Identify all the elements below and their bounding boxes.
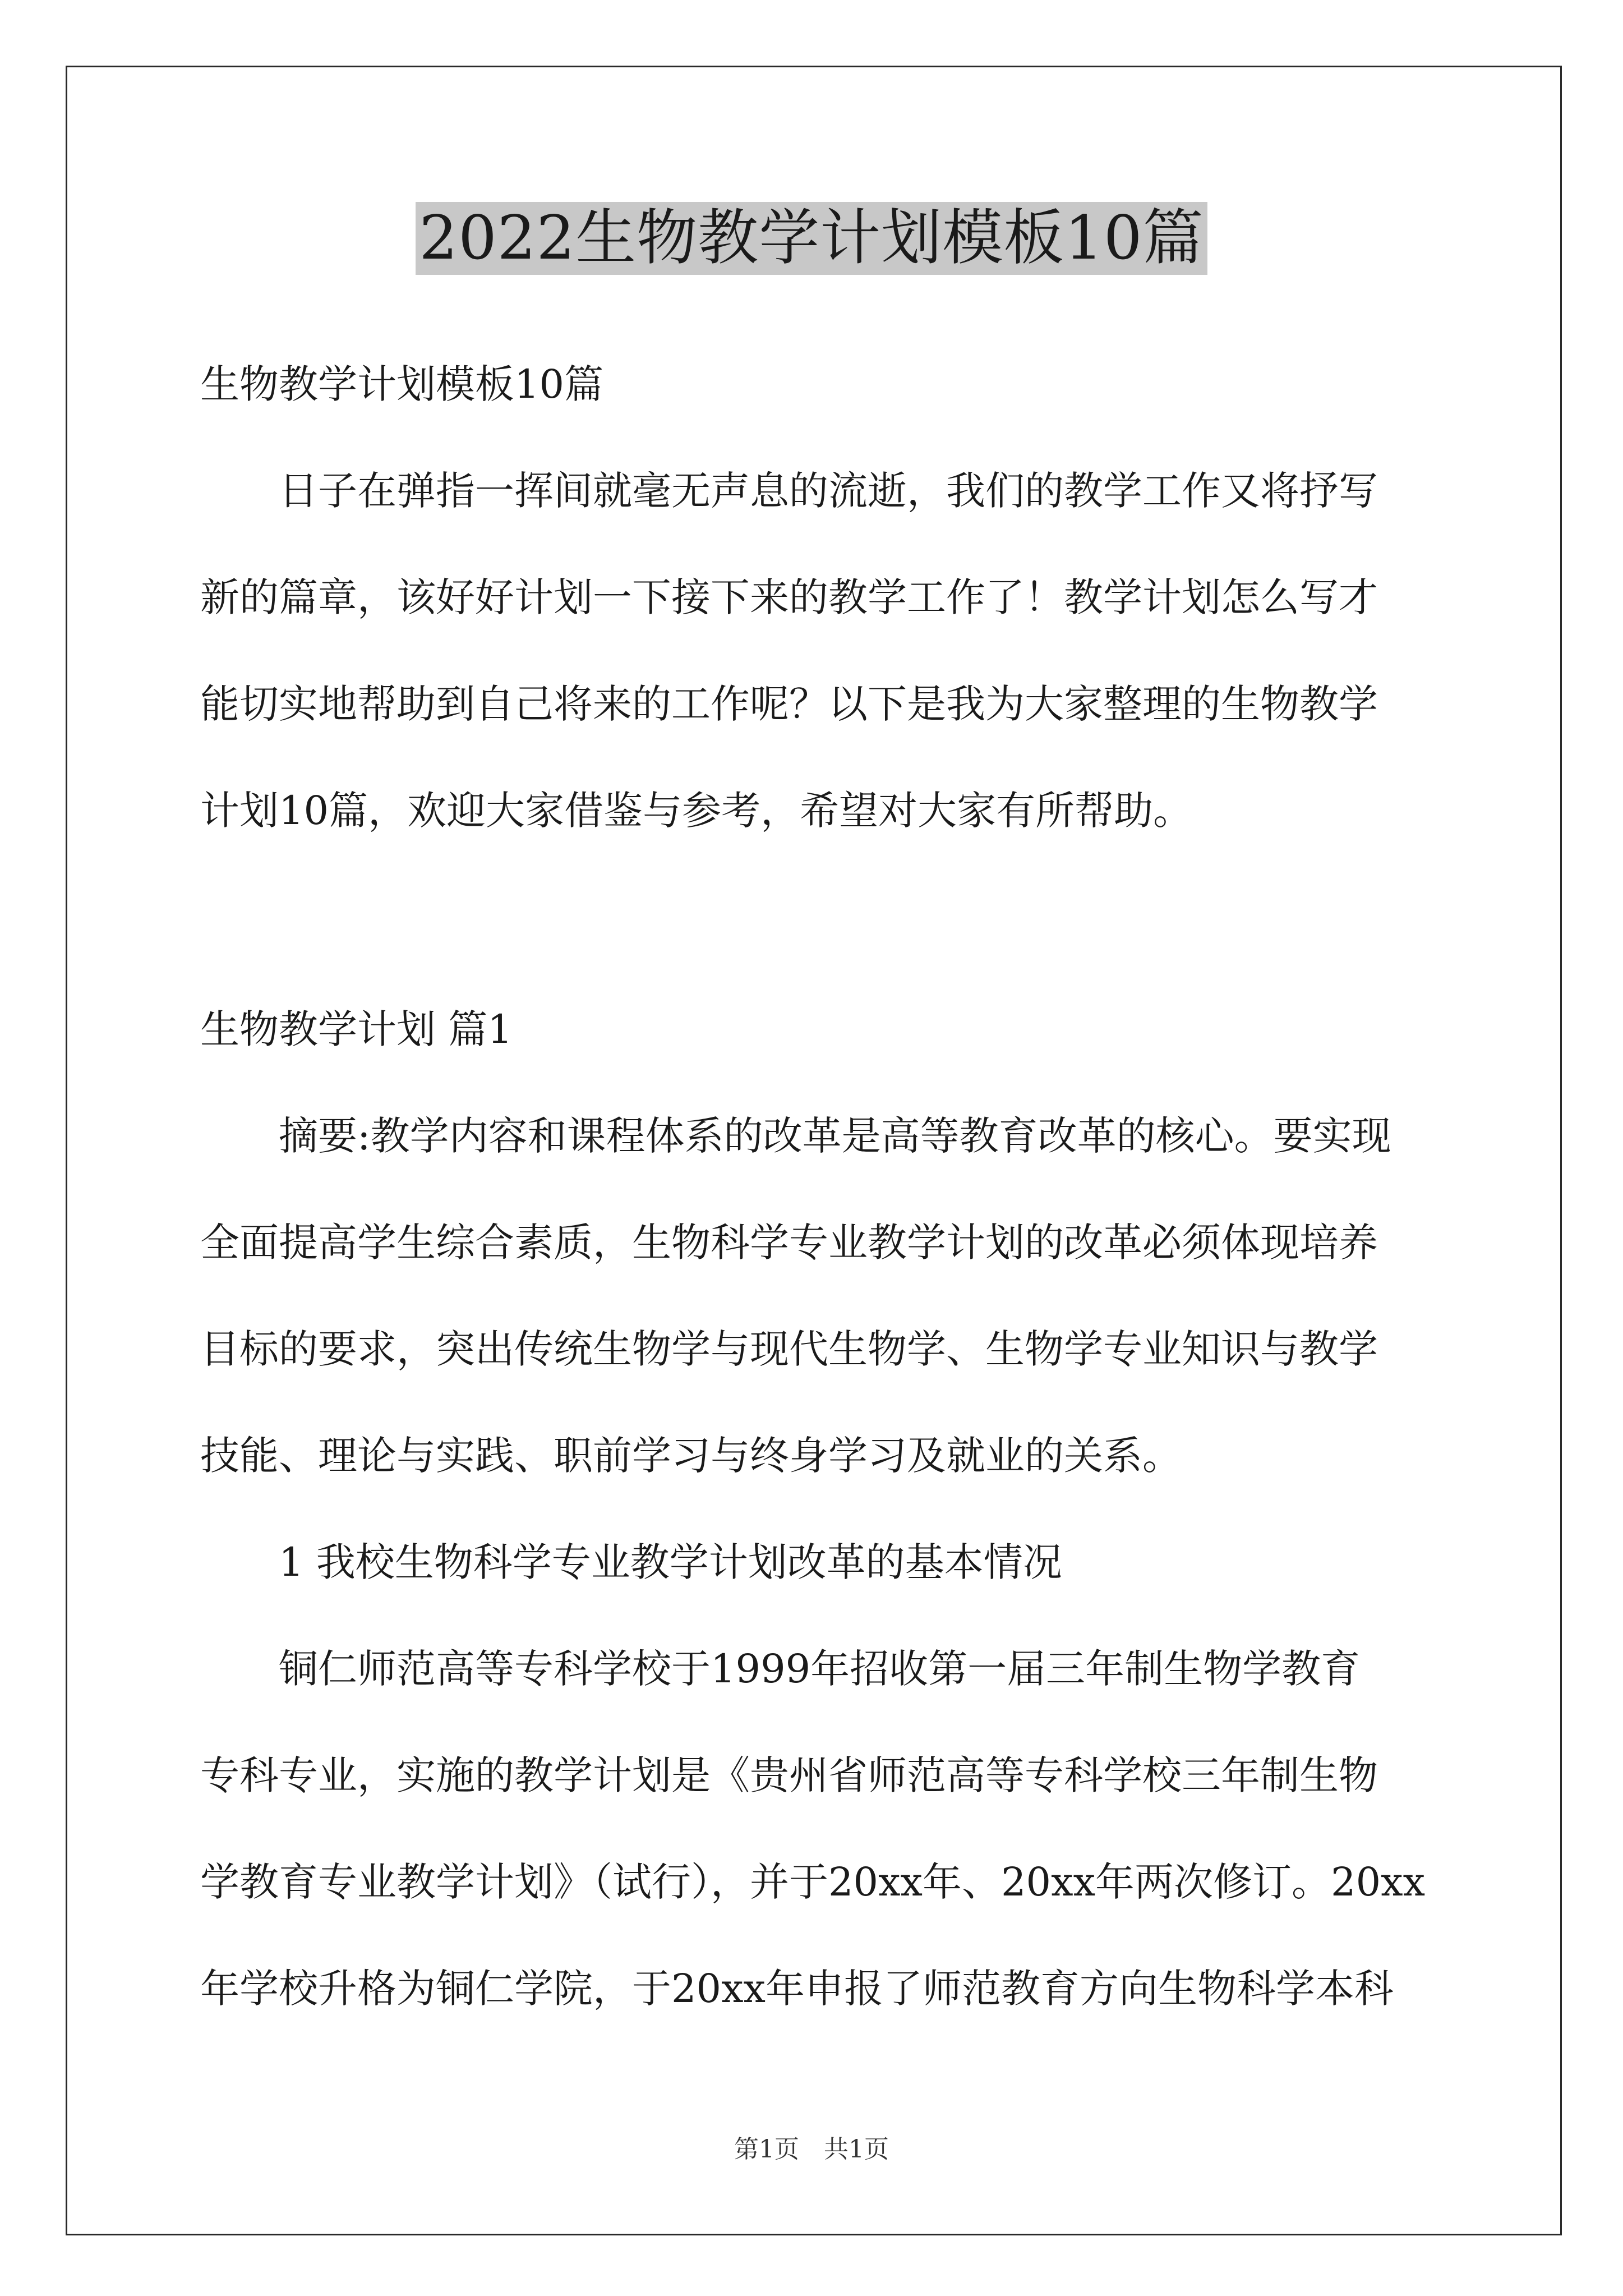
document-title: 2022生物教学计划模板10篇: [416, 202, 1207, 275]
section-heading: 生物教学计划 篇1: [200, 1006, 513, 1052]
paragraph-line: 技能、理论与实践、职前学习与终身学习及就业的关系。: [200, 1433, 1182, 1479]
paragraph-line: 年学校升格为铜仁学院，于20xx年申报了师范教育方向生物科学本科: [200, 1966, 1394, 2012]
paragraph-line: 铜仁师范高等专科学校于1999年招收第一届三年制生物学教育: [279, 1646, 1361, 1692]
paragraph-line: 新的篇章，该好好计划一下接下来的教学工作了！教学计划怎么写才: [200, 574, 1378, 620]
subheading: 1 我校生物科学专业教学计划改革的基本情况: [279, 1539, 1062, 1585]
paragraph-line: 学教育专业教学计划》（试行），并于20xx年、20xx年两次修订。20xx: [200, 1859, 1426, 1905]
paragraph-line: 全面提高学生综合素质，生物科学专业教学计划的改革必须体现培养: [200, 1220, 1378, 1266]
paragraph-line: 日子在弹指一挥间就毫无声息的流逝，我们的教学工作又将抒写: [279, 468, 1378, 514]
paragraph-line: 计划10篇，欢迎大家借鉴与参考，希望对大家有所帮助。: [200, 788, 1193, 834]
page-footer: 第1页 共1页: [734, 2135, 889, 2164]
subtitle: 生物教学计划模板10篇: [200, 361, 604, 407]
paragraph-line: 摘要:教学内容和课程体系的改革是高等教育改革的核心。要实现: [279, 1113, 1391, 1159]
paragraph-line: 目标的要求，突出传统生物学与现代生物学、生物学专业知识与教学: [200, 1326, 1378, 1372]
paragraph-line: 能切实地帮助到自己将来的工作呢？以下是我为大家整理的生物教学: [200, 681, 1378, 727]
paragraph-line: 专科专业，实施的教学计划是《贵州省师范高等专科学校三年制生物: [200, 1752, 1378, 1798]
title-container: [0, 202, 1623, 275]
